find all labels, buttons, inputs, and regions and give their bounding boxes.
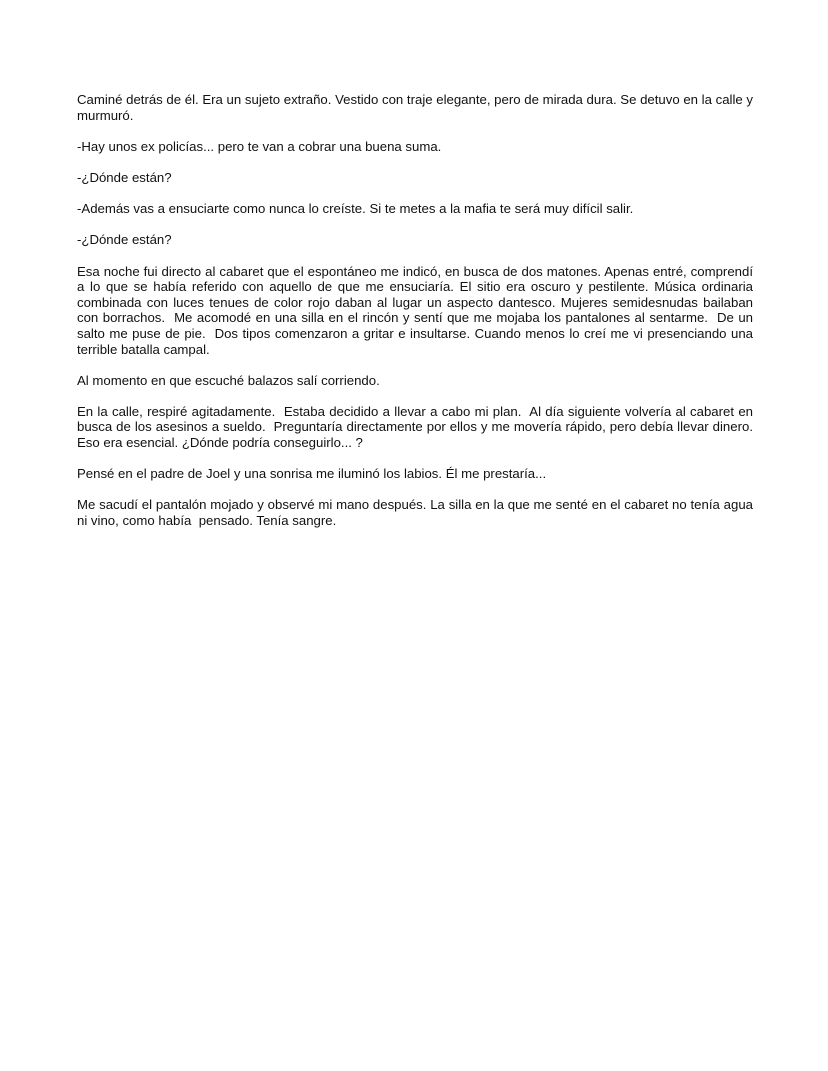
document-page bbox=[77, 92, 757, 544]
paragraph-10: Me sacudí el pantalón mojado y observé mi mano después. La silla en la que me senté en el cabaret no tenía agua ni vino, como había pensado. Tenía sangre. bbox=[77, 497, 757, 529]
paragraph-1: Caminé detrás de él. Era un sujeto extraño. Vestido con traje elegante, pero de mirada dura. Se detuvo en la calle y murmuró. bbox=[77, 92, 757, 123]
paragraph-5-dialogue: -¿Dónde están? bbox=[77, 232, 172, 248]
paragraph-4-dialogue: -Además vas a ensuciarte como nunca lo creíste. Si te metes a la mafia te será muy difícil salir. bbox=[77, 201, 634, 217]
paragraph-8: En la calle, respiré agitadamente. Estaba decidido a llevar a cabo mi plan. Al día siguiente volvería al cabaret en busca de los asesinos a sueldo. Preguntaría directamente por ellos y me movería rápido, pero debía llevar dinero. Eso era esencial. ¿Dónde podría conseguirlo... ? bbox=[77, 403, 757, 451]
paragraph-3-dialogue: -¿Dónde están? bbox=[77, 169, 172, 185]
paragraph-2-dialogue: -Hay unos ex policías... pero te van a cobrar una buena suma. bbox=[77, 138, 442, 154]
paragraph-6: Esa noche fui directo al cabaret que el espontáneo me indicó, en busca de dos matones. Apenas entré, comprendí a lo que se había referido con aquello de que me ensuciaría. El sitio era oscuro y pestilente. Música ordinaria combinada con luces tenues de color rojo daban al lugar un aspecto dantesco. Mujeres semidesnudas bailaban con borrachos. Me acomodé en una silla en el rincón y sentí que me mojaba los pantalones al sentarme. De un salto me puse de pie. Dos tipos comenzaron a gritar e insultarse. Cuando menos lo creí me vi presenciando una terrible batalla campal. bbox=[77, 263, 757, 357]
paragraph-7: Al momento en que escuché balazos salí corriendo. bbox=[77, 372, 380, 388]
paragraph-9: Pensé en el padre de Joel y una sonrisa me iluminó los labios. Él me prestaría... bbox=[77, 466, 547, 482]
